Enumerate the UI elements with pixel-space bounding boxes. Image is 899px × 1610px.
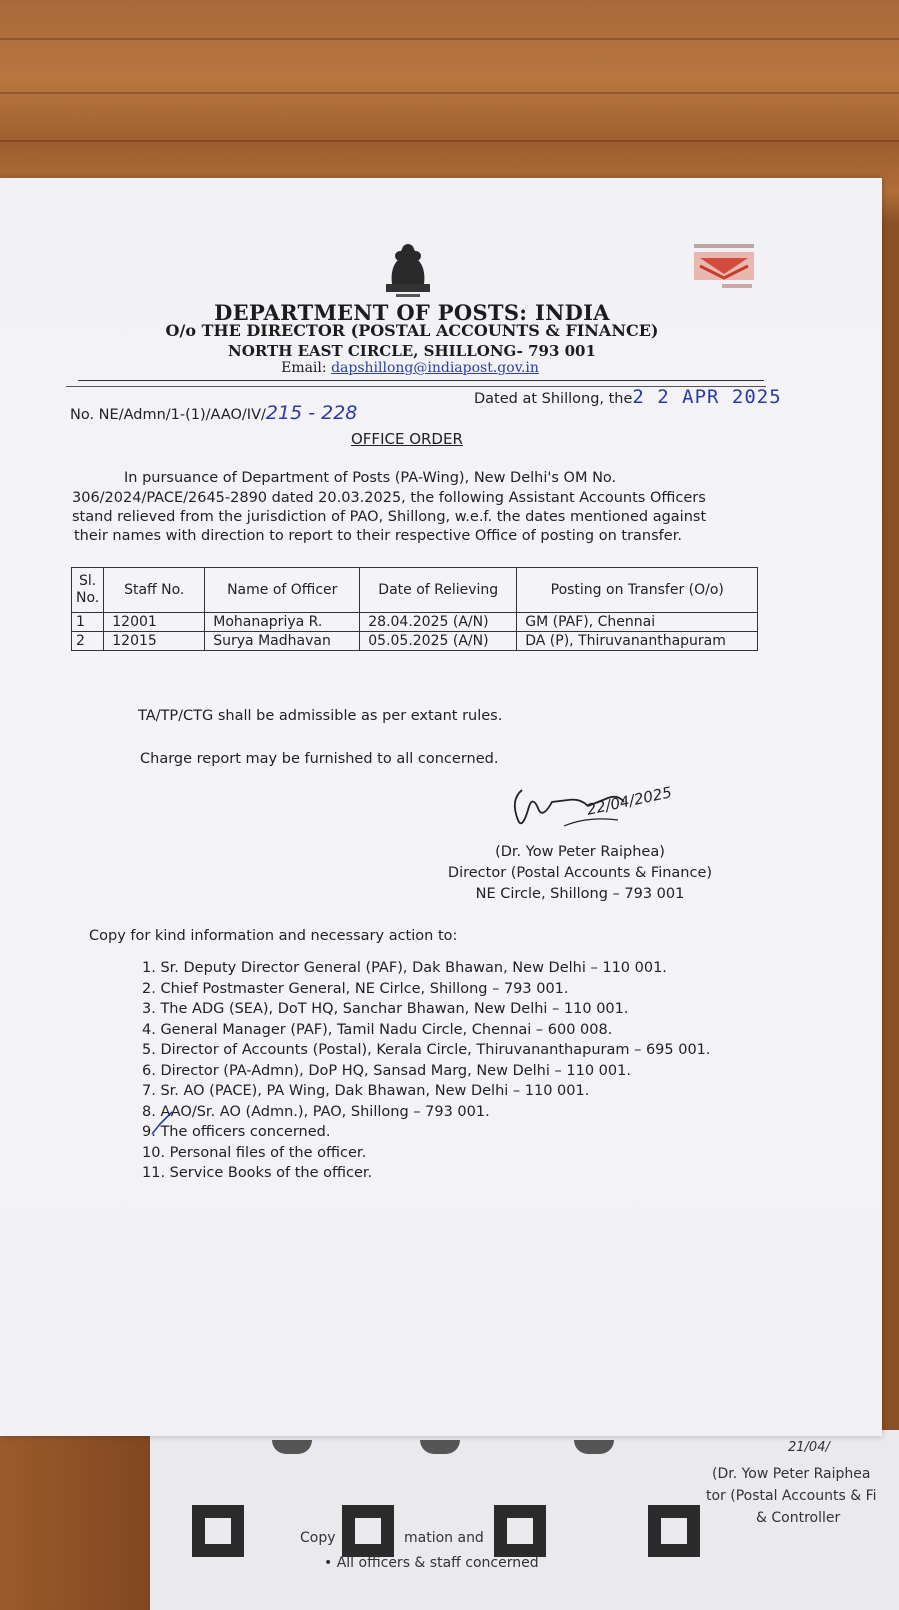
date-stamp: 2 2 APR 2025 (632, 386, 782, 408)
underlying-designation: tor (Postal Accounts & Fi (706, 1488, 877, 1504)
row-officer-name: Surya Madhavan (205, 632, 360, 651)
list-item: 6. Director (PA-Admn), DoP HQ, Sansad Marg, New Delhi – 110 001. (142, 1062, 631, 1079)
header-sl-no (72, 568, 104, 613)
email-link[interactable]: dapshillong@indiapost.gov.in (331, 360, 539, 376)
underlying-bullet-text: All officers & staff concerned (336, 1555, 539, 1571)
table-header-row (72, 568, 758, 613)
signatory-designation: Director (Postal Accounts & Finance) (447, 865, 713, 881)
copy-to-intro: Copy for kind information and necessary action to: (89, 928, 458, 944)
paragraph-line-1: In pursuance of Department of Posts (PA-Wing), New Delhi's OM No. (124, 470, 617, 486)
binder-square (648, 1505, 700, 1557)
table-row (72, 613, 758, 632)
header-officer-name: Name of Officer (205, 568, 360, 613)
row-sl: 1 (72, 613, 104, 632)
header-staff-no: Staff No. (104, 568, 205, 613)
wood-grain (0, 92, 899, 94)
underlying-designation-2: & Controller (756, 1510, 841, 1526)
signature-date: 22/04/2025 (585, 783, 674, 819)
department-title: DEPARTMENT OF POSTS: INDIA (214, 300, 610, 325)
national-emblem-icon (378, 238, 438, 300)
list-item: 1. Sr. Deputy Director General (PAF), Dak Bhawan, New Delhi – 110 001. (142, 960, 667, 976)
list-item: 7. Sr. AO (PACE), PA Wing, Dak Bhawan, New Delhi – 110 001. (142, 1083, 590, 1099)
header-sl: Sl. (79, 573, 97, 589)
reference-prefix: No. NE/Admn/1-(1)/AAO/IV/ (70, 407, 266, 423)
row-date: 05.05.2025 (A/N) (360, 632, 517, 651)
signatory-name: (Dr. Yow Peter Raiphea) (495, 844, 665, 860)
binder-square (342, 1505, 394, 1557)
email-line (0, 360, 820, 376)
dated-line (474, 386, 782, 408)
email-label: Email: (281, 360, 327, 376)
charge-note: Charge report may be furnished to all concerned. (140, 751, 499, 767)
paragraph-line-4: their names with direction to report to their respective Office of posting on transfer. (74, 528, 682, 544)
list-item: 4. General Manager (PAF), Tamil Nadu Circle, Chennai – 600 008. (142, 1021, 613, 1038)
row-posting: GM (PAF), Chennai (517, 613, 758, 632)
tick-mark-icon (150, 1110, 180, 1140)
header-posting: Posting on Transfer (O/o) (517, 568, 758, 613)
header-date-relieving: Date of Relieving (360, 568, 517, 613)
list-item: 11. Service Books of the officer. (142, 1165, 373, 1181)
dated-label: Dated at Shillong, the (474, 391, 633, 407)
reference-number (70, 402, 357, 424)
ta-note: TA/TP/CTG shall be admissible as per extant rules. (138, 708, 503, 724)
underlying-sign-date: 21/04/ (788, 1440, 830, 1455)
reference-handwritten: 215 - 228 (265, 402, 358, 424)
signatory-block (430, 842, 730, 905)
row-staff-no: 12015 (104, 632, 205, 651)
copy-to-list (142, 958, 711, 1184)
row-officer-name: Mohanapriya R. (205, 613, 360, 632)
row-staff-no: 12001 (104, 613, 205, 632)
wood-surface (0, 1430, 160, 1610)
list-item: 10. Personal files of the officer. (142, 1144, 367, 1161)
list-item: 8. AAO/Sr. AO (Admn.), PAO, Shillong – 793 001. (142, 1103, 490, 1120)
binder-square (192, 1505, 244, 1557)
list-item: 5. Director of Accounts (Postal), Kerala Circle, Thiruvananthapuram – 695 001. (142, 1042, 711, 1058)
row-sl: 2 (72, 632, 104, 651)
row-posting: DA (P), Thiruvananthapuram (517, 632, 758, 651)
india-post-logo-icon (692, 244, 756, 292)
list-item: 3. The ADG (SEA), DoT HQ, Sanchar Bhawan, New Delhi – 110 001. (142, 1001, 629, 1017)
wood-grain (0, 38, 899, 40)
office-order-title: OFFICE ORDER (351, 430, 463, 448)
header-no: No. (76, 590, 100, 606)
list-item: 9. The officers concerned. (142, 1124, 331, 1140)
relieving-table (71, 567, 758, 651)
binder-square (494, 1505, 546, 1557)
office-title: O/o THE DIRECTOR (POSTAL ACCOUNTS & FINANCE) (165, 321, 659, 340)
signatory-address: NE Circle, Shillong – 793 001 (475, 886, 685, 902)
table-row (72, 632, 758, 651)
wood-grain (0, 140, 899, 142)
underlying-copy-word: Copy (300, 1530, 336, 1546)
underlying-bullet-item: • All officers & staff concerned (324, 1555, 539, 1571)
row-date: 28.04.2025 (A/N) (360, 613, 517, 632)
circle-address: NORTH EAST CIRCLE, SHILLONG- 793 001 (228, 342, 596, 360)
underlying-signatory-name: (Dr. Yow Peter Raiphea (712, 1466, 871, 1482)
list-item: 2. Chief Postmaster General, NE Cirlce, Shillong – 793 001. (142, 980, 569, 997)
paragraph-line-2: 306/2024/PACE/2645-2890 dated 20.03.2025, the following Assistant Accounts Officers (72, 490, 706, 506)
header-rule (78, 380, 764, 381)
paragraph-line-3: stand relieved from the jurisdiction of PAO, Shillong, w.e.f. the dates mentioned against (72, 509, 707, 525)
underlying-copy-rest: mation and (404, 1530, 484, 1546)
